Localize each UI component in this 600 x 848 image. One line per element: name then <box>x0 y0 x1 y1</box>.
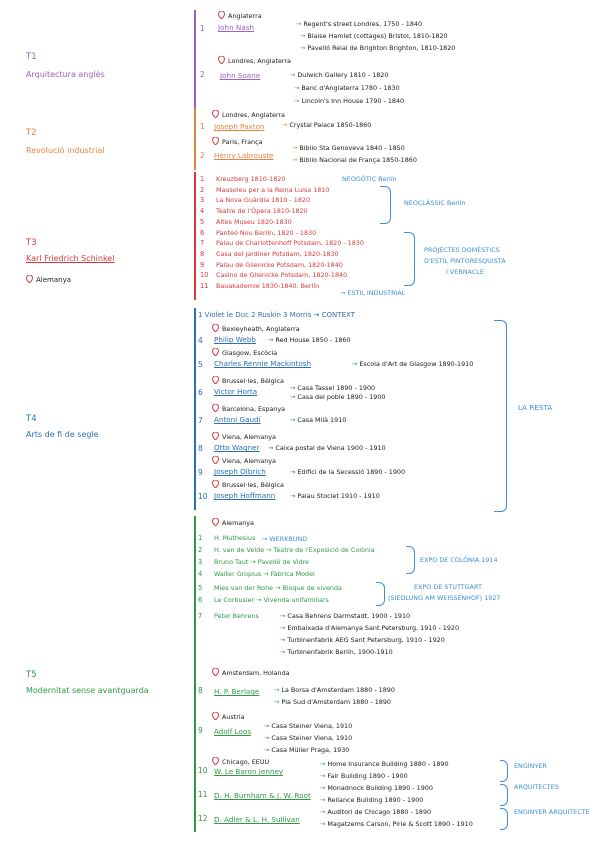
t5-chicago-num: 10 <box>198 766 208 775</box>
t3-industrial: → ESTIL INDUSTRIAL <box>340 289 406 297</box>
t3-item-num: 5 <box>200 217 205 226</box>
location-pin-icon <box>212 456 219 464</box>
t5-row-num: 4 <box>198 570 203 578</box>
t5-chicago-work: → Auditori de Chicago 1880 - 1890 <box>320 808 432 816</box>
location-pin-icon <box>218 11 225 19</box>
location-pin-icon <box>212 757 219 765</box>
t5-amsterdam-w2: → Pla Sud d'Amsterdam 1880 - 1890 <box>274 698 391 706</box>
t3-item: Panteó Nou Berlín, 1820 - 1830 <box>216 228 317 237</box>
t2-e2-place: Paris, França <box>212 137 263 146</box>
t5-austria-name: Adolf Loos <box>214 727 251 736</box>
t4-context: 1 Violet le Duc 2 Ruskin 3 Morris → CONTEXT <box>198 311 355 319</box>
t2-title: T2 <box>26 128 37 138</box>
t4-entry-num: 9 <box>198 468 203 477</box>
t2-subtitle: Revolució industrial <box>26 146 105 155</box>
t5-expo1: EXPO DE COLÒNIA 1914 <box>420 556 498 564</box>
t3-item: Casino de Glienicke Potsdam, 1820-1840 <box>216 271 348 280</box>
t1-e2-name: John Soane <box>220 71 261 80</box>
t5-subtitle: Modernitat sense avantguarda <box>26 686 149 695</box>
t3-neoclassic: NEOCLÀSSIC Berlín <box>404 199 466 207</box>
t3-item-num: 6 <box>200 228 205 237</box>
t3-item-num: 11 <box>200 282 209 290</box>
t3-projects-1: PROJECTES DOMÈSTICS <box>424 246 500 254</box>
t5-behrens-work: → Casa Behrens Darmstadt, 1900 - 1910 <box>280 612 411 620</box>
t4-entry-name: Charles Rennie Mackintosh <box>214 359 312 368</box>
t4-entry-name: Otto Wagner <box>214 443 260 452</box>
t5-row-num: 6 <box>198 596 203 604</box>
t5-chicago-work: → Monadnock Building 1890 - 1900 <box>320 784 433 792</box>
location-pin-icon <box>26 275 33 283</box>
location-pin-icon <box>212 348 219 356</box>
t5-row-num: 3 <box>198 558 203 566</box>
t5-austria-w3: → Casa Müller Praga, 1930 <box>264 746 350 754</box>
t5-chicago-tag: ARQUITECTES <box>514 783 559 791</box>
t3-item: Kreuzberg 1810-1820 <box>216 175 286 183</box>
t1-e1-place: Anglaterra <box>218 11 262 20</box>
t5-row-num: 1 <box>198 534 203 542</box>
t5-expo2-1: EXPO DE STUTTGART <box>414 583 482 591</box>
t5-row: H. Muthesius <box>214 534 256 542</box>
t4-entry-work: → Casa del poble 1890 - 1900 <box>290 393 386 401</box>
t5-chicago-brace <box>500 808 508 830</box>
t3-item: Mausoleu per a la Reina Luisa 1810 <box>216 185 330 194</box>
location-pin-icon <box>212 404 219 412</box>
t3-item-num: 2 <box>200 185 205 194</box>
t5-chicago-work: → Fair Building 1890 - 1900 <box>320 772 408 780</box>
t5-chicago-name: D. H. Burnham & J. W. Root <box>214 791 311 800</box>
t4-entry-name: Joseph Hoffmann <box>214 491 276 500</box>
t4-entry-place: Brussel·les, Bèlgica <box>212 480 284 489</box>
t1-e2-place: Londres, Anglaterra <box>218 56 291 65</box>
t5-amsterdam-place: Amsterdam, Holanda <box>212 668 290 677</box>
t3-brace-projects <box>404 232 415 286</box>
t2-e2-name: Henry Labrouste <box>214 151 274 160</box>
location-pin-icon <box>212 137 219 145</box>
t4-entry-num: 8 <box>198 444 203 453</box>
t4-entry-num: 5 <box>198 360 203 369</box>
t3-item-num: 9 <box>200 260 205 269</box>
t5-row-num: 7 <box>198 612 203 620</box>
location-pin-icon <box>212 518 219 526</box>
t4-entry-work: → Casa Tassel 1890 - 1900 <box>290 384 376 392</box>
t4-entry-work: → Red House 1850 - 1860 <box>268 336 351 344</box>
t5-row: Bruno Taut → Pavelló de Vidre <box>214 558 309 566</box>
t3-neogotic: NEOGÒTIC Berlín <box>342 175 397 183</box>
t5-brace-stuttgart <box>376 582 385 606</box>
t5-amsterdam-num: 8 <box>198 686 203 695</box>
t3-item: Bauakademie 1830-1840, Berlín <box>216 282 320 290</box>
t3-brace-neoclassic <box>380 186 391 224</box>
t2-e1-work1: → Crystal Palace 1850-1860 <box>282 121 372 129</box>
t4-entry-name: Victor Horta <box>214 387 258 396</box>
t4-bar <box>194 308 196 510</box>
t4-entry-place: Barcelona, Espanya <box>212 404 285 413</box>
t5-werkbund: → WERKBUND <box>262 535 308 543</box>
t5-chicago-place: Chicago, EEUU <box>212 757 269 766</box>
location-pin-icon <box>212 324 219 332</box>
t3-item-num: 10 <box>200 271 209 280</box>
t5-row: Mies van der Rohe → Bloque de vivenda <box>214 584 342 592</box>
t5-chicago-work: → Magatzems Carson, Pirie & Scott 1890 - 1910 <box>320 820 473 828</box>
t4-entry-place: Glasgow, Escòcia <box>212 348 277 357</box>
t5-row: Le Corbusier → Vivenda unifamiliars <box>214 596 329 604</box>
t5-chicago-work: → Home Insurance Building 1880 - 1890 <box>320 760 449 768</box>
t2-e2-work2: → Biblio Nacional de França 1850-1860 <box>292 156 417 164</box>
t3-item-num: 3 <box>200 196 205 205</box>
location-pin-icon <box>212 480 219 488</box>
t1-e1-num: 1 <box>200 24 205 33</box>
location-pin-icon <box>212 376 219 384</box>
t5-chicago-work: → Reliance Building 1890 - 1900 <box>320 796 424 804</box>
t2-bar <box>194 108 196 170</box>
t4-entry-place: Viena, Alemanya <box>212 456 276 465</box>
t3-item: La Nova Guàrdia 1810 - 1820 <box>216 196 311 205</box>
t3-bar <box>194 172 196 300</box>
t4-tag: LA RESTA <box>518 403 553 412</box>
t3-item-num: 4 <box>200 207 205 216</box>
t5-row-num: 5 <box>198 584 203 592</box>
t4-entry-work: → Edifici de la Secessió 1890 - 1900 <box>290 468 406 476</box>
t3-item: Teatre de l'Òpera 1810-1820 <box>216 207 308 216</box>
t4-subtitle: Arts de fi de segle <box>26 430 99 439</box>
t3-projects-2: D'ESTIL PINTORESQUISTA <box>424 257 506 265</box>
t3-item: Casa del jardiner Potsdam, 1820-1830 <box>216 249 339 258</box>
t2-e2-num: 2 <box>200 151 205 160</box>
t4-brace <box>494 320 507 512</box>
t5-chicago-num: 12 <box>198 814 208 823</box>
t5-row-num: 2 <box>198 546 203 554</box>
t4-entry-work: → Escola d'Art de Glasgow 1890-1910 <box>352 360 474 368</box>
t5-behrens-work: → Embaixada d'Alemanya Sant Petersburg, 1910 - 1920 <box>280 624 460 632</box>
location-pin-icon <box>218 56 225 64</box>
t5-expo2-2: (SIEDLUNG AM WEISSENHOF) 1927 <box>388 594 501 602</box>
t1-bar <box>194 10 196 108</box>
t5-austria-w1: → Casa Steiner Viena, 1910 <box>264 722 353 730</box>
t4-entry-work: → Caixa postal de Viena 1900 - 1910 <box>268 444 386 452</box>
t3-item: Altes Museu 1820-1830 <box>216 217 292 226</box>
t2-e1-num: 1 <box>200 122 205 131</box>
t3-title: T3 <box>26 238 37 248</box>
t5-chicago-tag: ENGINYER <box>514 762 547 770</box>
t5-amsterdam-w1: → La Borsa d'Amsterdam 1880 - 1890 <box>274 686 395 694</box>
t4-entry-place: Viena, Alemanya <box>212 432 276 441</box>
t2-e1-place: Londres, Anglaterra <box>212 110 285 119</box>
t1-e1-work2: → Blaise Hamlet (cottages) Bristol, 1810-1820 <box>300 32 448 40</box>
t3-item-num: 8 <box>200 249 205 258</box>
location-pin-icon <box>212 110 219 118</box>
t5-austria-num: 9 <box>198 726 203 735</box>
t1-e2-work3: → Lincoln's Inn House 1790 - 1840 <box>294 97 405 105</box>
t4-entry-num: 6 <box>198 388 203 397</box>
t5-brace-colonia <box>406 546 415 574</box>
t5-row: H. van de Velde → Teatre de l'Exposició de Colònia <box>214 546 375 554</box>
t5-chicago-name: D. Adler & L. H. Sullivan <box>214 815 300 824</box>
t4-entry-num: 7 <box>198 416 203 425</box>
t3-projects-3: I VERNACLE <box>446 268 484 276</box>
t5-row: Peter Behrens <box>214 612 259 620</box>
t5-austria-place: Austria <box>212 712 245 721</box>
t1-e2-work1: → Dulwich Gallery 1810 - 1820 <box>290 71 389 79</box>
t4-entry-name: Antoni Gaudí <box>214 415 261 424</box>
t4-entry-place: Brussel·les, Bèlgica <box>212 376 284 385</box>
t1-e2-work2: → Banc d'Anglaterra 1780 - 1830 <box>294 84 400 92</box>
t5-behrens-work: → Turbinenfabrik AEG Sant Petersburg, 1910 - 1920 <box>280 636 445 644</box>
t1-e1-work1: → Regent's street Londres, 1750 - 1840 <box>296 20 423 28</box>
t4-entry-name: Joseph Olbrich <box>214 467 266 476</box>
t4-entry-work: → Palau Stoclet 1910 - 1910 <box>290 492 380 500</box>
t1-e1-work3: → Pavelló Reial de Brighton Brighton, 1810-1820 <box>300 44 456 52</box>
t3-item-num: 7 <box>200 239 205 248</box>
t5-behrens-work: → Turbinenfabrik Berlín, 1900-1910 <box>280 648 393 656</box>
t5-title: T5 <box>26 670 37 680</box>
t5-place: Alemanya <box>212 518 254 527</box>
t3-subtitle: Karl Friedrich Schinkel <box>26 254 115 263</box>
t1-e1-name: John Nash <box>218 23 254 32</box>
t4-entry-name: Philip Webb <box>214 335 256 344</box>
t1-subtitle: Arquitectura anglès <box>26 70 105 79</box>
t4-title: T4 <box>26 414 37 424</box>
t3-item-num: 1 <box>200 175 205 183</box>
t4-entry-num: 4 <box>198 336 203 345</box>
t2-e1-name: Joseph Paxton <box>214 122 265 131</box>
t4-entry-work: → Casa Milà 1910 <box>290 416 347 424</box>
t5-chicago-num: 11 <box>198 790 208 799</box>
t3-item: Palau de Glienicke Potsdam, 1820-1840 <box>216 260 343 269</box>
t4-entry-place: Bexleyheath, Anglaterra <box>212 324 300 333</box>
t1-e2-num: 2 <box>200 70 205 79</box>
t5-chicago-name: W. Le Baron Jenney <box>214 767 284 776</box>
location-pin-icon <box>212 668 219 676</box>
t5-chicago-brace <box>500 760 508 782</box>
t2-e2-work1: → Biblio Sta Genoveva 1840 - 1850 <box>292 144 405 152</box>
location-pin-icon <box>212 432 219 440</box>
t5-row: Walter Gropius → Fàbrica Model <box>214 570 315 578</box>
t4-entry-num: 10 <box>198 492 208 501</box>
t5-bar <box>194 516 196 832</box>
t5-austria-w2: → Casa Steiner Viena, 1910 <box>264 734 353 742</box>
t5-amsterdam-name: H. P. Berlage <box>214 687 260 696</box>
t3-place: Alemanya <box>26 275 71 284</box>
t5-chicago-tag: ENGINYER ARQUITECTE <box>514 808 590 816</box>
location-pin-icon <box>212 712 219 720</box>
t5-chicago-brace <box>500 784 508 806</box>
t1-title: T1 <box>26 52 37 62</box>
t3-item: Palau de Charlottenhoff Potsdam, 1820 - 1830 <box>216 239 364 248</box>
